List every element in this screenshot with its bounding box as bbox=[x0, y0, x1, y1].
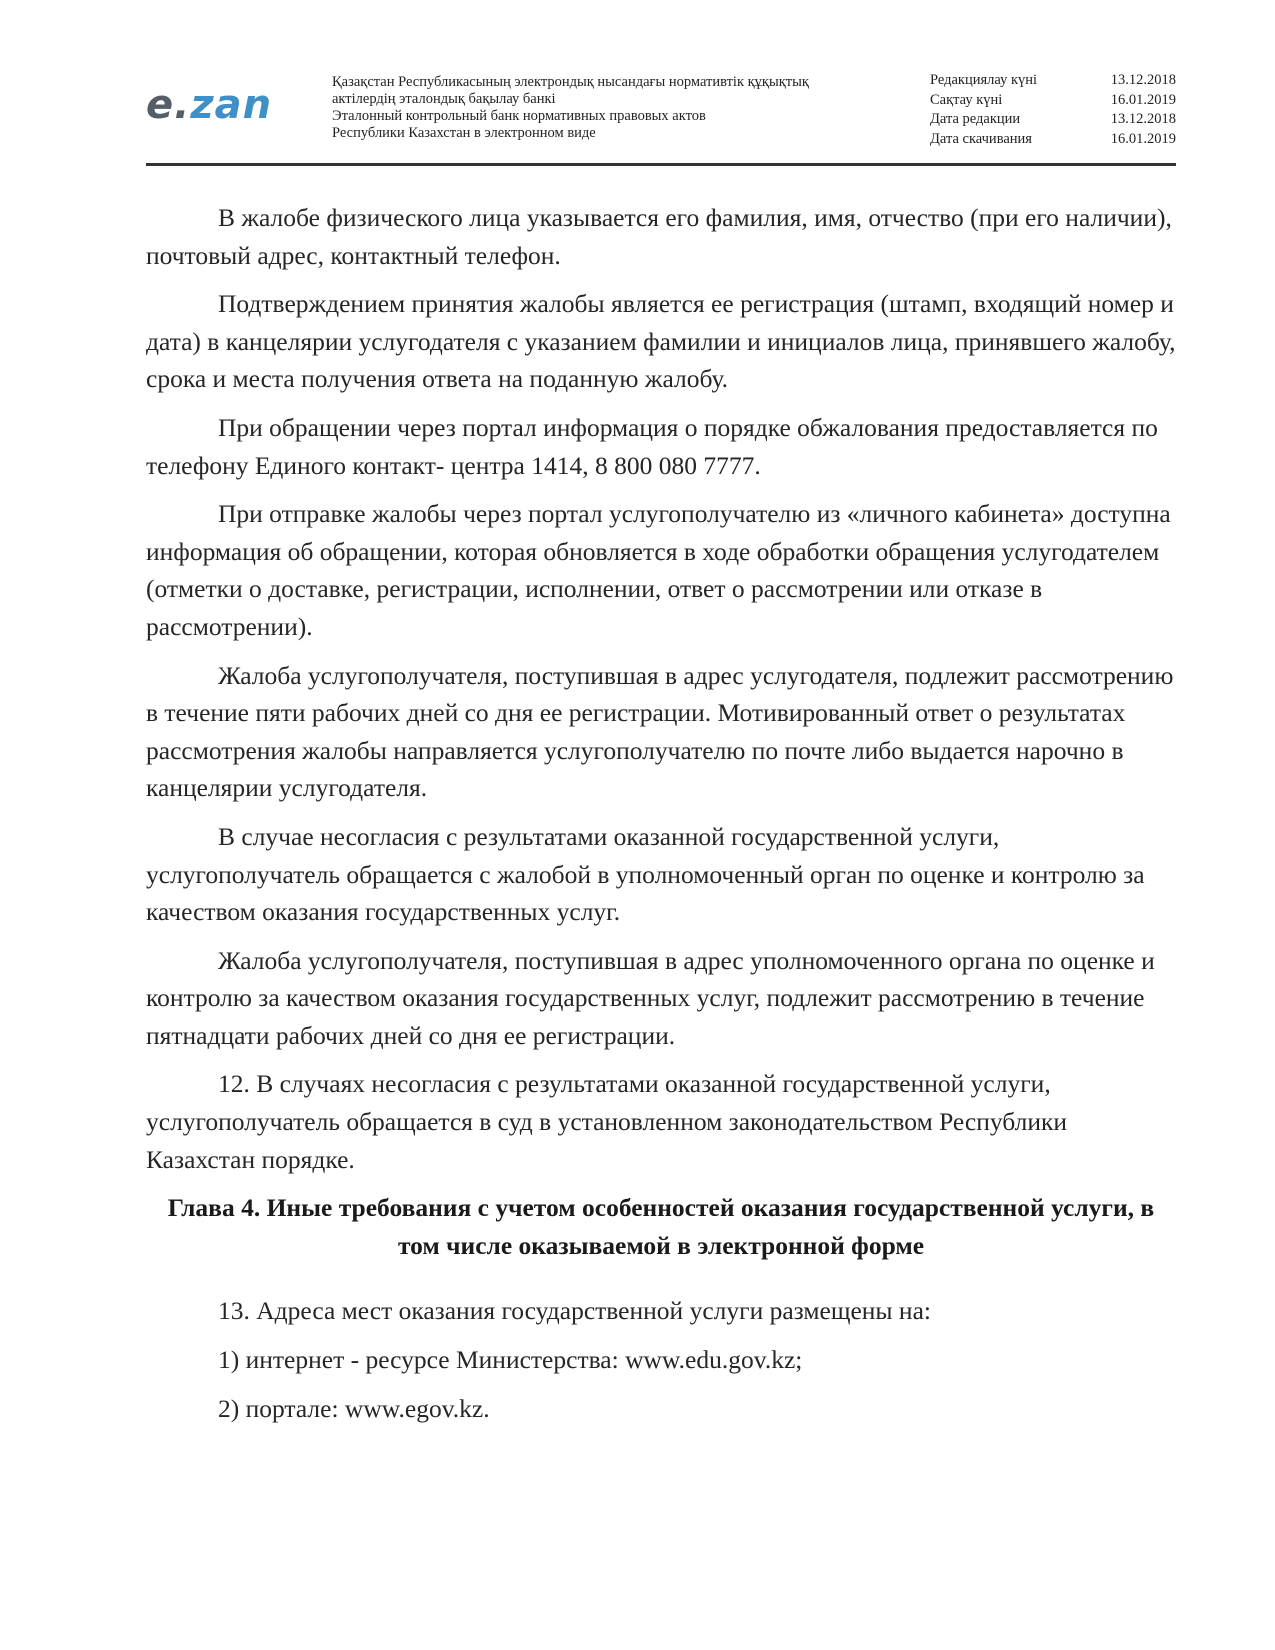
meta-row-edit-date bbox=[930, 110, 1176, 130]
list-item: 1) интернет - ресурсе Министерства: www.edu.gov.kz; bbox=[218, 1345, 803, 1375]
body-paragraph: В случае несогласия с результатами оказанной государственной услуги, услугополучатель обращается с жалобой в уполномоченный орган по оценке и контролю за качеством оказания государственных услуг. bbox=[146, 821, 1145, 927]
meta-value: 13.12.2018 bbox=[1110, 111, 1176, 127]
body-paragraph: Подтверждением принятия жалобы является ее регистрация (штамп, входящий номер и дата) в канцелярии услугодателя с указанием фамилии и инициалов лица, принявшего жалобу, срока и места получения ответа на поданную жалобу. bbox=[146, 289, 1176, 394]
logo-prefix: e. bbox=[146, 82, 191, 128]
source-line: Қазақстан Республикасының электрондық нысандағы нормативтік құқықтық bbox=[332, 74, 809, 90]
body-paragraph: В жалобе физического лица указывается его фамилия, имя, отчество (при его наличии), почтовый адрес, контактный телефон. bbox=[146, 203, 1172, 270]
list-item: 2) портале: www.egov.kz. bbox=[218, 1393, 490, 1423]
document-meta bbox=[930, 71, 1176, 149]
chapter-heading: Глава 4. Иные требования с учетом особенностей оказания государственной услуги, в том числе оказываемой в электронной форме bbox=[167, 1193, 1155, 1260]
meta-value: 16.01.2019 bbox=[1110, 91, 1176, 108]
page-header bbox=[146, 66, 1176, 166]
meta-row-edit-date-kz bbox=[930, 71, 1176, 91]
meta-label: Редакциялау күні bbox=[930, 72, 1038, 88]
body-paragraph: Жалоба услугополучателя, поступившая в адрес услугодателя, подлежит рассмотрению в течение пяти рабочих дней со дня ее регистрации. Мотивированный ответ о результатах рассмотрения жалобы направляется услугополучателю по почте либо выдается нарочно в канцелярии услугодателя. bbox=[146, 660, 1174, 803]
meta-value: 16.01.2019 bbox=[1110, 130, 1176, 147]
source-line: Эталонный контрольный банк нормативных правовых актов bbox=[332, 108, 706, 124]
header-divider bbox=[146, 163, 1176, 166]
logo-suffix: zan bbox=[190, 82, 273, 128]
meta-value: 13.12.2018 bbox=[1110, 72, 1176, 88]
meta-label: Дата скачивания bbox=[930, 130, 1032, 147]
meta-row-download-date bbox=[930, 130, 1176, 150]
meta-label: Сақтау күні bbox=[930, 91, 1003, 108]
document-body bbox=[146, 199, 1176, 1438]
body-paragraph: Жалоба услугополучателя, поступившая в адрес уполномоченного органа по оценке и контролю за качеством оказания государственных услуг, подлежит рассмотрению в течение пятнадцати рабочих дней со дня ее регистрации. bbox=[146, 945, 1155, 1050]
body-paragraph: При отправке жалобы через портал услугополучателю из «личного кабинета» доступна информация об обращении, которая обновляется в ходе обработки обращения услугодателем (отметки о доставке, регистрации, исполнении, ответ о рассмотрении или отказе в рассмотрении). bbox=[146, 499, 1171, 641]
body-paragraph: 12. В случаях несогласия с результатами оказанной государственной услуги, услугополучатель обращается в суд в установленном законодательством Республики Казахстан порядке. bbox=[146, 1069, 1068, 1174]
source-line: Республики Казахстан в электронном виде bbox=[332, 125, 596, 141]
meta-label: Дата редакции bbox=[930, 111, 1021, 127]
source-description bbox=[332, 74, 892, 142]
ezan-logo bbox=[146, 80, 296, 130]
meta-row-save-date-kz bbox=[930, 91, 1176, 111]
body-paragraph: 13. Адреса мест оказания государственной услуги размещены на: bbox=[218, 1296, 931, 1326]
body-paragraph: При обращении через портал информация о порядке обжалования предоставляется по телефону Единого контакт- центра 1414, 8 800 080 7777. bbox=[146, 412, 1158, 480]
source-line: актілердің эталондық бақылау банкі bbox=[332, 91, 556, 107]
